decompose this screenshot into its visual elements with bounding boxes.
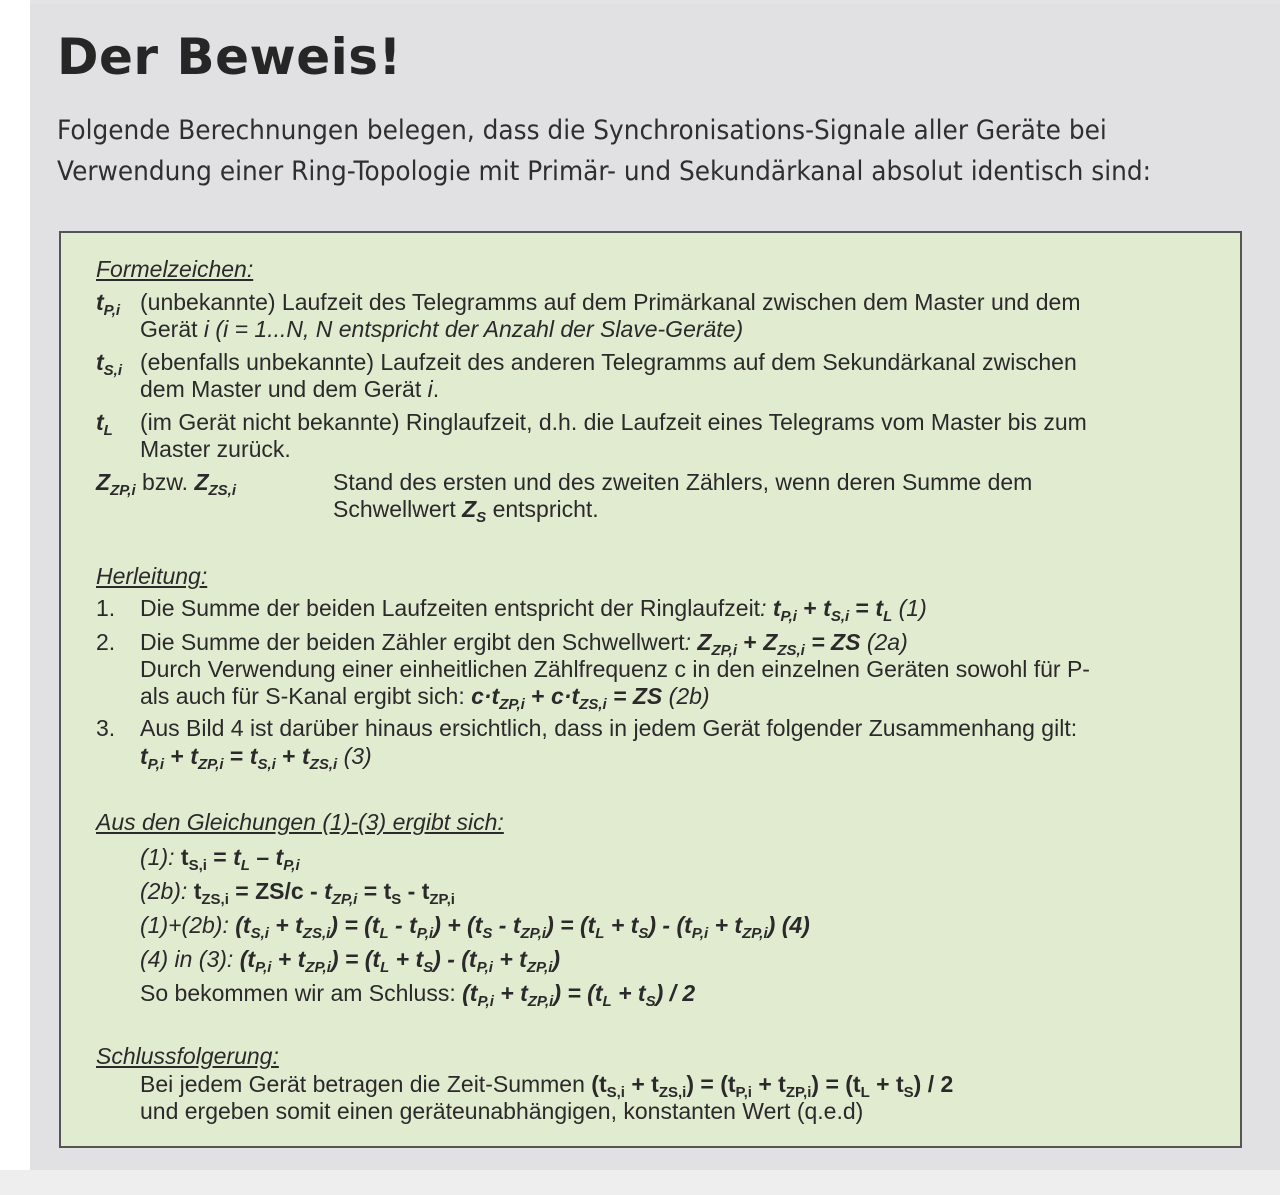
symbol-tsi: $t_{S,i}$ xyxy=(96,349,123,379)
tsi-desc-line-1: (ebenfalls unbekannte) Laufzeit des anderen Telegramms auf dem Sekundärkanal zwischen xyxy=(140,349,1077,375)
equation-final: So bekommen wir am Schluss: $(t_{P,i} + t_{ZP,i}) = (t_L + t_S) / 2$ xyxy=(140,980,696,1010)
item-2-line-3: als auch für S-Kanal ergibt sich: $c\cdot t_{ZP,i} + c\cdot t_{ZS,i}$ = ZS (2b) xyxy=(140,683,710,713)
equation-1: (1): $t_{S,i} = t_L - t_{P,i}$ xyxy=(140,844,300,874)
item-3-number: 3. xyxy=(96,715,116,741)
schluss-heading: Schlussfolgerung: xyxy=(96,1043,279,1069)
symbol-tl: $t_L$ xyxy=(96,409,113,439)
tpi-desc-line-1: (unbekannte) Laufzeit des Telegramms auf dem Primärkanal zwischen dem Master und dem xyxy=(140,289,1081,315)
symbol-tpi: $t_{P,i}$ xyxy=(96,289,121,319)
gleichungen-heading: Aus den Gleichungen (1)-(3) ergibt sich: xyxy=(96,809,504,835)
page-title: Der Beweis! xyxy=(57,28,402,86)
item-2-number: 2. xyxy=(96,629,116,655)
tsi-desc-line-2: dem Master und dem Gerät i. xyxy=(140,376,440,402)
intro-line-1: Folgende Berechnungen belegen, dass die Synchronisations-Signale aller Geräte bei xyxy=(57,115,1107,146)
equation-sum: (1)+(2b): $(t_{S,i} + t_{ZS,i}) = (t_L - t_{P,i}) + (t_S - t_{ZP,i}) = (t_L + t_S) - (t_{P,i} + t_{ZP,i})$ (4) xyxy=(140,912,810,942)
item-1-number: 1. xyxy=(96,595,116,621)
schluss-line-1: Bei jedem Gerät betragen die Zeit-Summen $(t_{S,i} + t_{ZS,i}) = (t_{P,i} + t_{ZP,i}) = (t_L + t_S) / 2$ xyxy=(140,1071,954,1101)
equation-4-in-3: (4) in (3): $(t_{P,i} + t_{ZP,i}) = (t_L + t_S) - (t_{P,i} + t_{ZP,i})$ xyxy=(140,946,561,976)
left-margin xyxy=(0,0,30,1195)
tpi-desc-line-2: Gerät i (i = 1...N, N entspricht der Anzahl der Slave-Geräte) xyxy=(140,316,744,342)
z-desc-line-2: Schwellwert $Z_S$ entspricht. xyxy=(333,496,599,526)
tl-desc-line-2: Master zurück. xyxy=(140,436,291,462)
item-2-line-2: Durch Verwendung einer einheitlichen Zählfrequenz c in den einzelnen Geräten sowohl für P- xyxy=(140,656,1090,682)
intro-line-2: Verwendung einer Ring-Topologie mit Primär- und Sekundärkanal absolut identisch sind: xyxy=(57,156,1151,187)
schluss-line-2: und ergeben somit einen geräteunabhängigen, konstanten Wert (q.e.d) xyxy=(140,1098,864,1124)
formelzeichen-heading: Formelzeichen: xyxy=(96,256,254,282)
item-2-text: Die Summe der beiden Zähler ergibt den Schwellwert: $Z_{ZP,i} + Z_{ZS,i}$ = ZS (2a) xyxy=(140,629,908,659)
z-desc-line-1: Stand des ersten und des zweiten Zählers, wenn deren Summe dem xyxy=(333,469,1033,495)
proof-box xyxy=(59,231,1242,1148)
item-1-text: Die Summe der beiden Laufzeiten entspricht der Ringlaufzeit: $t_{P,i} + t_{S,i} = t_L$ (1) xyxy=(140,595,927,625)
symbol-z: $Z_{ZP,i}$ bzw. $Z_{ZS,i}$ xyxy=(96,469,237,499)
herleitung-heading: Herleitung: xyxy=(96,563,208,589)
tl-desc-line-1: (im Gerät nicht bekannte) Ringlaufzeit, d.h. die Laufzeit eines Telegrams vom Master bis zum xyxy=(140,409,1087,435)
equation-2b: (2b): $t_{ZS,i} = ZS/c - t_{ZP,i} = t_S - t_{ZP,i}$ xyxy=(140,878,455,908)
item-3-equation: $t_{P,i} + t_{ZP,i} = t_{S,i} + t_{ZS,i}$ (3) xyxy=(140,743,372,773)
bottom-margin xyxy=(0,1170,1280,1195)
item-3-text: Aus Bild 4 ist darüber hinaus ersichtlich, dass in jedem Gerät folgender Zusammenhang gilt: xyxy=(140,715,1078,741)
